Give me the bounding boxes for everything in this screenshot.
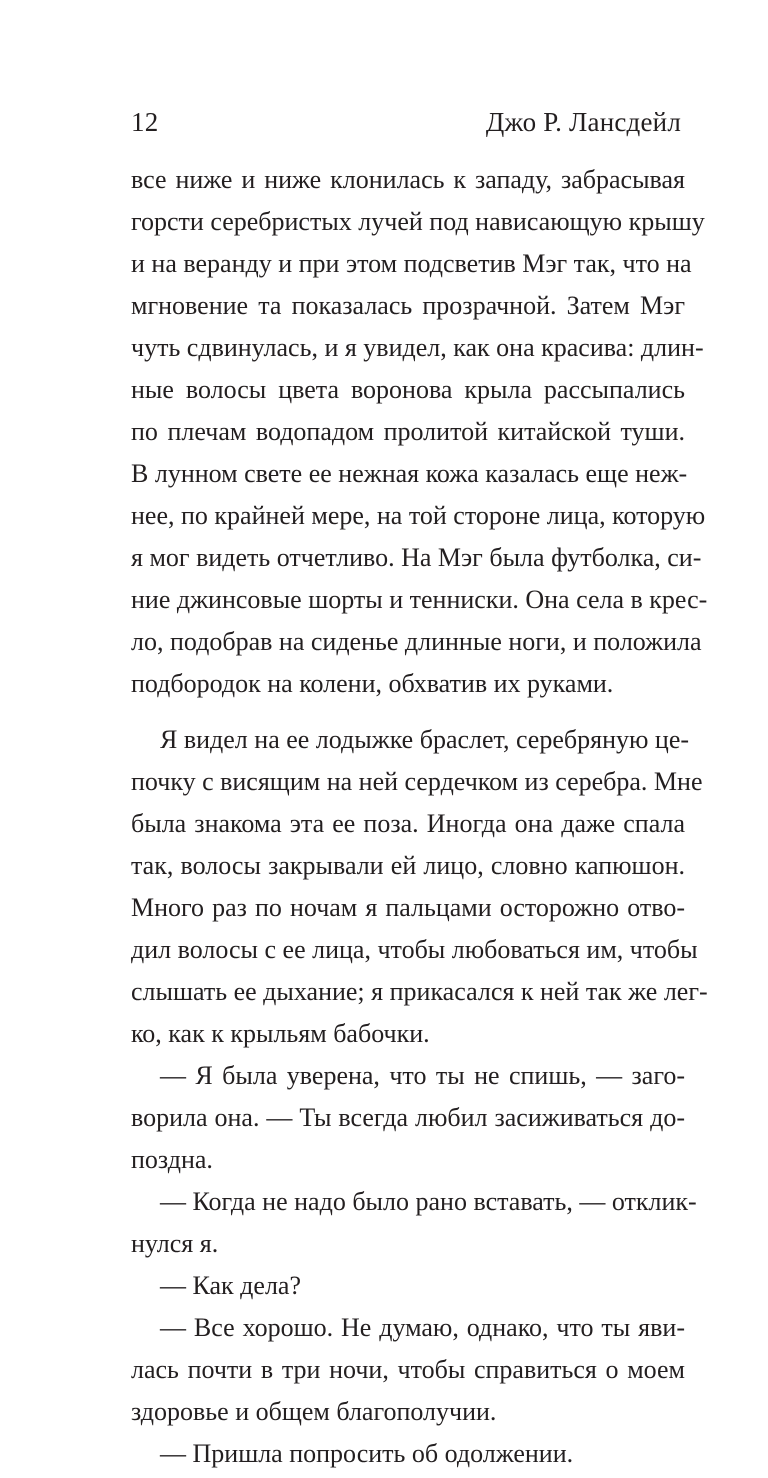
text-line: все ниже и ниже клонилась к западу, забрасывая bbox=[131, 165, 685, 194]
text-line: так, волосы закрывали ей лицо, словно капюшон. bbox=[131, 851, 685, 880]
running-head bbox=[131, 104, 681, 140]
text-line: почку с висящим на ней сердечком из серебра. Мне bbox=[131, 767, 703, 796]
text-line: — Все хорошо. Не думаю, однако, что ты яви- bbox=[160, 1313, 685, 1342]
body-text bbox=[131, 162, 708, 1478]
text-line: чуть сдвинулась, и я увидел, как она красива: длин- bbox=[131, 333, 704, 362]
text-line: поздна. bbox=[131, 1145, 213, 1174]
text-line: нулся я. bbox=[131, 1229, 219, 1258]
text-line: горсти серебристых лучей под нависающую крышу bbox=[131, 207, 705, 236]
text-line: ко, как к крыльям бабочки. bbox=[131, 1019, 430, 1048]
text-line: дил волосы с ее лица, чтобы любоваться им, чтобы bbox=[131, 935, 698, 964]
text-line: — Пришла попросить об одолжении. bbox=[160, 1439, 574, 1468]
text-line: Много раз по ночам я пальцами осторожно отво- bbox=[131, 893, 685, 922]
text-line: — Как дела? bbox=[160, 1271, 301, 1300]
text-line: В лунном свете ее нежная кожа казалась еще неж- bbox=[131, 459, 688, 488]
page-number: 12 bbox=[131, 107, 159, 137]
text-line: здоровье и общем благополучии. bbox=[131, 1397, 497, 1426]
text-line: подбородок на колени, обхватив их руками. bbox=[131, 669, 614, 698]
text-line: ло, подобрав на сиденье длинные ноги, и положила bbox=[131, 627, 702, 656]
text-line: Я видел на ее лодыжке браслет, серебряную це- bbox=[160, 725, 690, 754]
text-line: и на веранду и при этом подсветив Мэг так, что на bbox=[131, 249, 692, 278]
text-line: — Когда не надо было рано вставать, — отклик- bbox=[160, 1187, 697, 1216]
text-line: ние джинсовые шорты и тенниски. Она села в крес- bbox=[131, 585, 708, 614]
text-line: я мог видеть отчетливо. На Мэг была футболка, си- bbox=[131, 543, 702, 572]
text-line: по плечам водопадом пролитой китайской туши. bbox=[131, 417, 685, 446]
text-line: лась почти в три ночи, чтобы справиться о моем bbox=[131, 1355, 685, 1384]
book-author-header: Джо Р. Лансдейл bbox=[485, 107, 681, 137]
text-line: была знакома эта ее поза. Иногда она даже спала bbox=[131, 809, 685, 838]
text-line: ные волосы цвета воронова крыла рассыпались bbox=[131, 375, 685, 404]
text-line: нее, по крайней мере, на той стороне лица, которую bbox=[131, 501, 706, 530]
text-line: ворила она. — Ты всегда любил засиживаться до- bbox=[131, 1103, 685, 1132]
text-line: слышать ее дыхание; я прикасался к ней так же лег- bbox=[131, 977, 708, 1006]
text-line: — Я была уверена, что ты не спишь, — заго- bbox=[160, 1061, 685, 1090]
text-line: мгновение та показалась прозрачной. Затем Мэг bbox=[131, 291, 685, 320]
